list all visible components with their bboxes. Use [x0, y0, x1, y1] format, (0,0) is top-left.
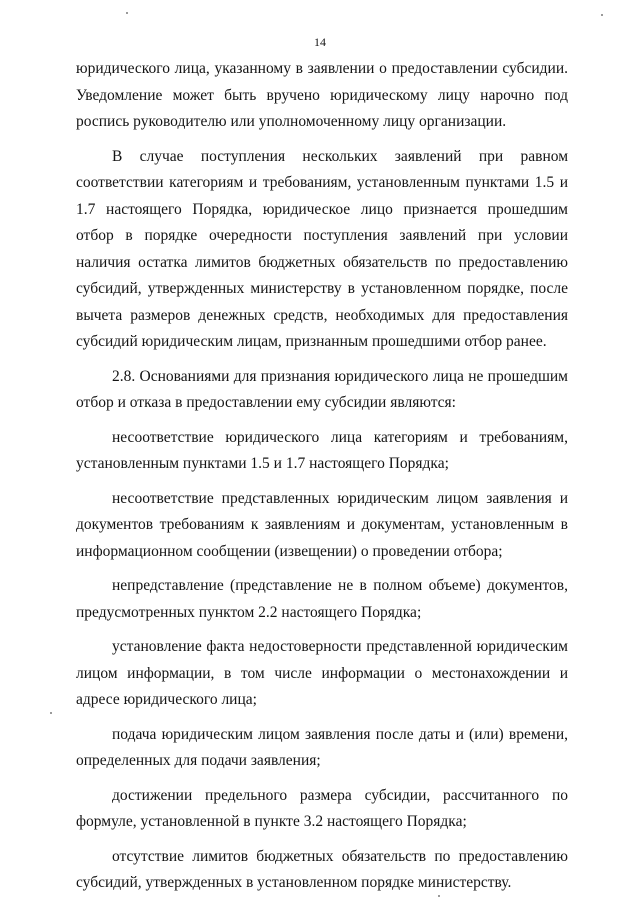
- list-item-late-submission: подача юридическим лицом заявления после даты и (или) времени, определенных для подачи заявления;: [76, 725, 568, 769]
- paragraph-equal-conditions: В случае поступления нескольких заявлений при равном соответствии категориям и требованиям, установленным пунктами 1.5 и 1.7 настоящего Порядка, юридическое лицо признается прошедшим отбор в порядке очередности поступления заявлений при условии наличия остатка лимитов бюджетных обязательств по предоставлению субсидий, утвержденных министерству в установленном порядке, после вычета размеров денежных средств, необходимых для предоставления субсидий юридическим лицам, признанным прошедшими отбор ранее.: [76, 147, 568, 350]
- list-item-documents-mismatch: несоответствие представленных юридическим лицом заявления и документов требованиям к заявлениям и документам, установленным в информационном сообщении (извещении) о проведении отбора;: [76, 489, 568, 560]
- list-item-no-budget-limits: отсутствие лимитов бюджетных обязательств по предоставлению субсидий, утвержденных в установленном порядке министерству.: [76, 847, 568, 891]
- paragraph-section-2-8: 2.8. Основаниями для признания юридического лица не прошедшим отбор и отказа в предоставлении ему субсидии являются:: [76, 367, 568, 411]
- scan-speck: [601, 14, 603, 16]
- scan-speck: [126, 12, 128, 14]
- paragraph-continuation: юридического лица, указанному в заявлении о предоставлении субсидии. Уведомление может быть вручено юридическому лицу нарочно под роспись руководителю или уполномоченному лицу организации.: [76, 60, 568, 130]
- scan-speck: [50, 712, 52, 714]
- list-item-false-information: установление факта недостоверности представленной юридическим лицом информации, в том числе информации о местонахождении и адресе юридического лица;: [76, 638, 568, 708]
- list-item-subsidy-limit-reached: достижении предельного размера субсидии, рассчитанного по формуле, установленной в пункте 3.2 настоящего Порядка;: [76, 786, 568, 830]
- scan-speck: [438, 895, 440, 897]
- page-number: 14: [314, 35, 326, 49]
- body-text: [76, 56, 568, 897]
- list-item-documents-missing: непредставление (представление не в полном объеме) документов, предусмотренных пунктом 2.2 настоящего Порядка;: [76, 577, 568, 621]
- list-item-category-mismatch: несоответствие юридического лица категориям и требованиям, установленным пунктами 1.5 и 1.7 настоящего Порядка;: [76, 428, 568, 472]
